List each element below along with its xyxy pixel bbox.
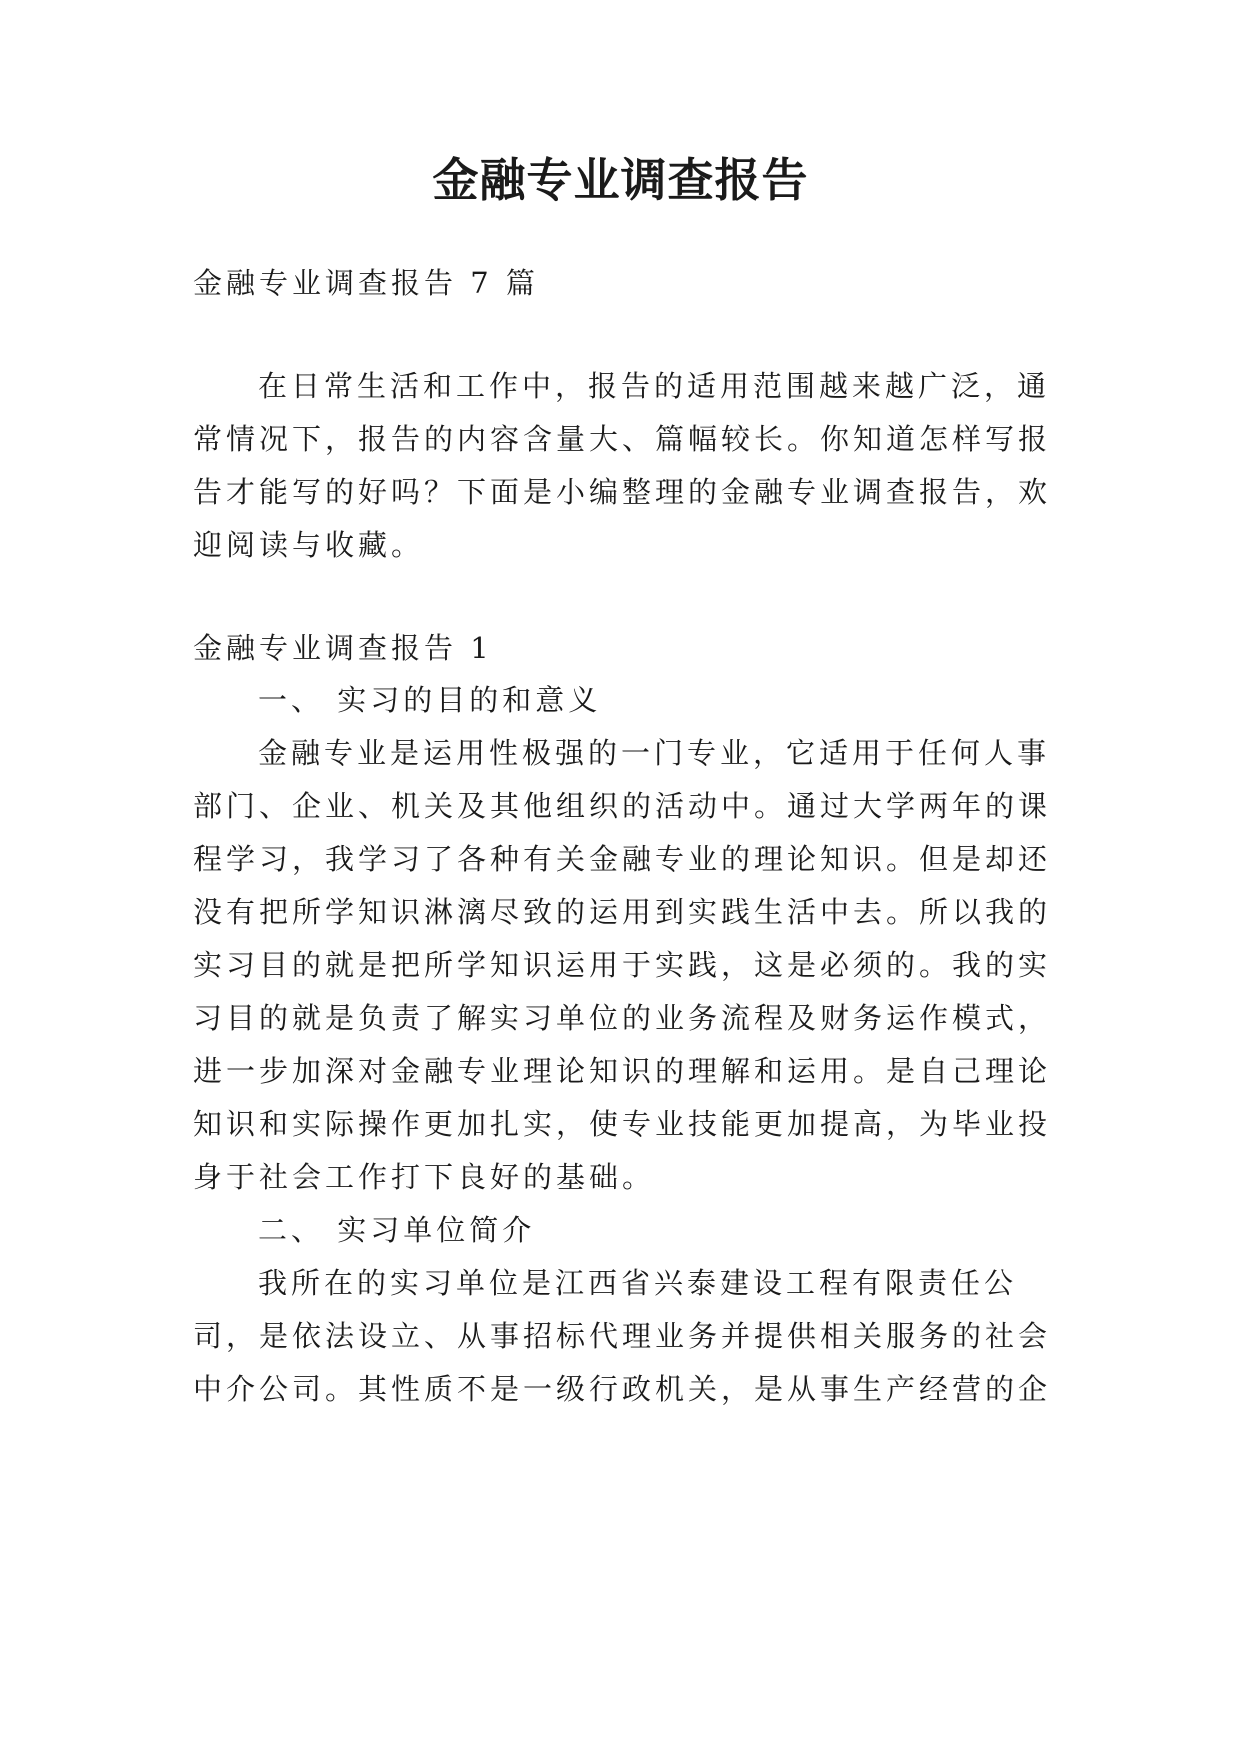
paragraph-line: 身于社会工作打下良好的基础。 (193, 1160, 656, 1194)
document-title: 金融专业调查报告 (432, 153, 809, 207)
intro-line: 告才能写的好吗？下面是小编整理的金融专业调查报告，欢 (193, 475, 1052, 509)
paragraph-line: 部门、企业、机关及其他组织的活动中。通过大学两年的课 (193, 789, 1052, 823)
paragraph-line: 进一步加深对金融专业理论知识的理解和运用。是自己理论 (193, 1054, 1052, 1088)
section-heading: 二、 实习单位简介 (258, 1213, 536, 1247)
intro-line: 迎阅读与收藏。 (193, 528, 425, 562)
report-heading: 金融专业调查报告 1 (193, 631, 493, 665)
paragraph-line: 司，是依法设立、从事招标代理业务并提供相关服务的社会 (193, 1319, 1052, 1353)
document-subtitle: 金融专业调查报告 7 篇 (193, 266, 539, 300)
section-heading: 一、 实习的目的和意义 (258, 683, 602, 717)
paragraph-line: 程学习，我学习了各种有关金融专业的理论知识。但是却还 (193, 842, 1052, 876)
paragraph-line: 金融专业是运用性极强的一门专业，它适用于任何人事 (258, 736, 1051, 770)
intro-line: 在日常生活和工作中，报告的适用范围越来越广泛，通 (258, 369, 1051, 403)
paragraph-line: 中介公司。其性质不是一级行政机关，是从事生产经营的企 (193, 1372, 1052, 1406)
paragraph-line: 我所在的实习单位是江西省兴泰建设工程有限责任公 (258, 1266, 1018, 1300)
paragraph-line: 习目的就是负责了解实习单位的业务流程及财务运作模式， (193, 1001, 1052, 1035)
intro-line: 常情况下，报告的内容含量大、篇幅较长。你知道怎样写报 (193, 422, 1052, 456)
paragraph-line: 没有把所学知识淋漓尽致的运用到实践生活中去。所以我的 (193, 895, 1052, 929)
paragraph-line: 实习目的就是把所学知识运用于实践，这是必须的。我的实 (193, 948, 1052, 982)
paragraph-line: 知识和实际操作更加扎实，使专业技能更加提高，为毕业投 (193, 1107, 1052, 1141)
